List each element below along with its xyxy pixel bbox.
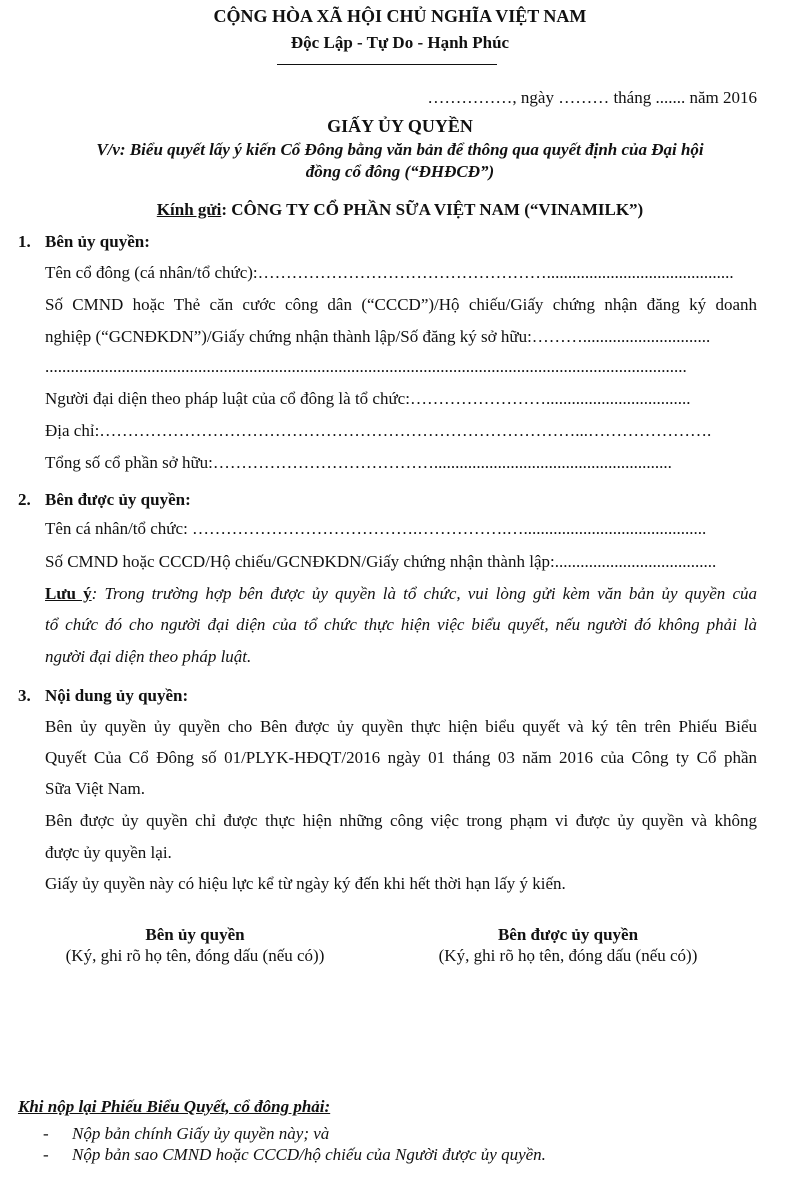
proxy-signature-title: Bên được ủy quyền bbox=[497, 925, 639, 944]
legal-representative-field: Người đại diện theo pháp luật của cổ đông là tổ chức:…………………….................................. bbox=[45, 389, 691, 408]
content-line-5: được ủy quyền lại. bbox=[45, 843, 172, 862]
id-number-field-line-1: Số CMND hoặc Thẻ căn cước công dân (“CCCD”)/Hộ chiếu/Giấy chứng nhận đăng ký doanh bbox=[45, 295, 757, 314]
note-line-2: tổ chức đó cho người đại diện của tổ chức thực hiện việc biểu quyết, nếu người đó không phải là bbox=[45, 615, 757, 634]
proxy-signature-note: (Ký, ghi rõ họ tên, đóng dấu (nếu có)) bbox=[438, 946, 698, 965]
note-line-3: người đại diện theo pháp luật. bbox=[45, 647, 252, 666]
content-line-2: Quyết Của Cổ Đông số 01/PLYK-HĐQT/2016 ngày 01 tháng 03 năm 2016 của Công ty Cổ phần bbox=[45, 748, 757, 767]
bullet-dash: - bbox=[43, 1124, 49, 1143]
document-title: GIẤY ỦY QUYỀN bbox=[327, 116, 473, 136]
instruction-item-2: Nộp bản sao CMND hoặc CCCD/hộ chiếu của Người được ủy quyền. bbox=[72, 1145, 546, 1164]
section-1-number: 1. bbox=[18, 232, 31, 251]
addressee bbox=[0, 200, 800, 220]
content-line-6: Giấy ủy quyền này có hiệu lực kể từ ngày ký đến khi hết thời hạn lấy ý kiến. bbox=[45, 874, 566, 893]
section-2-heading: Bên được ủy quyền: bbox=[45, 490, 191, 509]
date-line: ……………, ngày ……… tháng ....... năm 2016 bbox=[427, 88, 757, 107]
total-shares-field: Tổng số cổ phần sở hữu:…………………………………........................................................ bbox=[45, 453, 672, 472]
id-number-field-line-2: nghiệp (“GCNĐKDN”)/Giấy chứng nhận thành lập/Số đăng ký sở hữu:……….............................. bbox=[45, 327, 711, 346]
section-2-number: 2. bbox=[18, 490, 31, 509]
country-name: CỘNG HÒA XÃ HỘI CHỦ NGHĨA VIỆT NAM bbox=[213, 6, 587, 26]
content-line-1: Bên ủy quyền ủy quyền cho Bên được ủy quyền thực hiện biểu quyết và ký tên trên Phiếu Biểu bbox=[45, 717, 757, 736]
header-divider bbox=[277, 64, 497, 65]
subject-line-1: V/v: Biểu quyết lấy ý kiến Cổ Đông bằng văn bản để thông qua quyết định của Đại hội bbox=[96, 140, 704, 159]
note-text-1: : Trong trường hợp bên được ủy quyền là tổ chức, vui lòng gửi kèm văn bản ủy quyền của bbox=[91, 584, 757, 603]
addressee-label: Kính gửi bbox=[156, 200, 222, 219]
shareholder-name-field: Tên cổ đông (cá nhân/tổ chức):……………………………………………............................................ bbox=[45, 263, 734, 282]
instruction-item-1: Nộp bản chính Giấy ủy quyền này; và bbox=[72, 1124, 330, 1143]
id-number-field-line-3: ....................................................................................................................................................... bbox=[45, 357, 687, 376]
address-field: Địa chỉ:…………………………………………………………………………...…………………. bbox=[45, 421, 712, 440]
content-line-4: Bên được ủy quyền chỉ được thực hiện những công việc trong phạm vi được ủy quyền và không bbox=[45, 811, 757, 830]
section-3-heading: Nội dung ủy quyền: bbox=[45, 686, 189, 705]
note-label: Lưu ý bbox=[45, 584, 92, 603]
bullet-dash: - bbox=[43, 1145, 49, 1164]
content-line-3: Sữa Việt Nam. bbox=[45, 779, 145, 798]
proxy-name-field: Tên cá nhân/tổ chức: ………………………………….…………….…........................................... bbox=[45, 519, 707, 538]
section-3-number: 3. bbox=[18, 686, 31, 705]
addressee-text: : CÔNG TY CỔ PHẦN SỮA VIỆT NAM (“VINAMILK”) bbox=[221, 200, 644, 219]
note-line-1 bbox=[45, 583, 757, 605]
subject-line-2: đồng cổ đông (“ĐHĐCĐ”) bbox=[305, 162, 495, 181]
national-motto: Độc Lập - Tự Do - Hạnh Phúc bbox=[290, 33, 510, 52]
grantor-signature-title: Bên ủy quyền bbox=[145, 925, 245, 944]
section-1-heading: Bên ủy quyền: bbox=[45, 232, 150, 251]
instructions-heading: Khi nộp lại Phiếu Biểu Quyết, cổ đông phải: bbox=[18, 1097, 331, 1116]
grantor-signature-note: (Ký, ghi rõ họ tên, đóng dấu (nếu có)) bbox=[65, 946, 325, 965]
proxy-id-field: Số CMND hoặc CCCD/Hộ chiếu/GCNĐKDN/Giấy chứng nhận thành lập:...................................... bbox=[45, 552, 717, 571]
